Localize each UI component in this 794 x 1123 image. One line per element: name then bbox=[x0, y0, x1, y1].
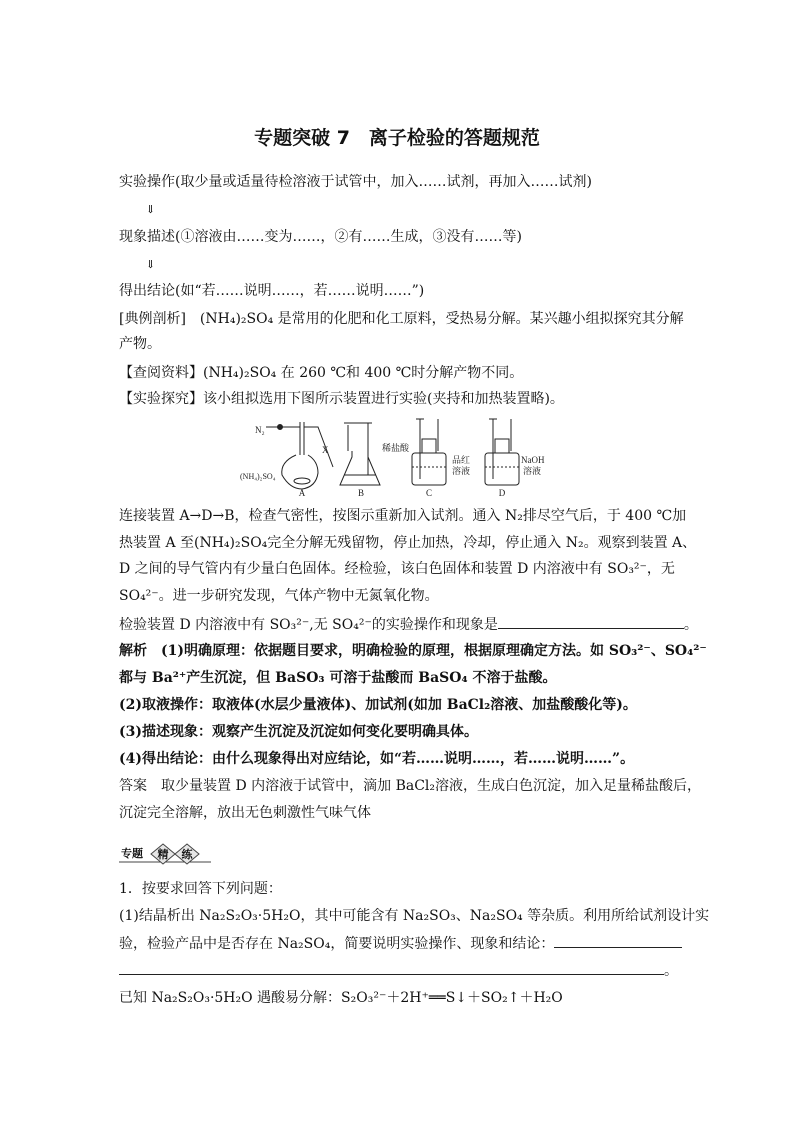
practice-question-text: 验，检验产品中是否存在 Na₂SO₄，简要说明实验操作、现象和结论： bbox=[119, 936, 555, 952]
apparatus-a bbox=[240, 422, 333, 498]
label-a: A bbox=[298, 488, 306, 498]
question-line bbox=[119, 614, 698, 635]
page-title: 专题突破 7 离子检验的答题规范 bbox=[254, 127, 540, 149]
pinhong-label-2: 溶液 bbox=[452, 466, 471, 476]
naoh-label-2: 溶液 bbox=[523, 466, 542, 476]
experiment-line bbox=[119, 389, 564, 409]
practice-badge bbox=[119, 842, 211, 866]
answer-text: 取少量装置 D 内溶液于试管中，滴加 BaCl₂溶液，生成白色沉淀，加入足量稀盐酸后， bbox=[147, 778, 702, 794]
intro-step-operation: 实验操作(取少量或适量待检溶液于试管中，加入……试剂，再加入……试剂) bbox=[119, 174, 592, 190]
apparatus-diagram bbox=[240, 417, 550, 499]
practice-answer-line bbox=[119, 960, 678, 981]
analysis-line: (4)得出结论：由什么现象得出对应结论，如“若……说明……，若……说明……”。 bbox=[119, 751, 635, 767]
reference-tag: 【查阅资料】 bbox=[119, 365, 203, 381]
example-line-2: 产物。 bbox=[119, 336, 161, 352]
practice-question-end: 。 bbox=[664, 963, 678, 979]
analysis-line: (3)描述现象：观察产生沉淀及沉淀如何变化要明确具体。 bbox=[119, 724, 478, 740]
label-b: B bbox=[357, 488, 365, 498]
body-paragraph-line: SO₄²⁻。进一步研究发现，气体产物中无氮氧化物。 bbox=[119, 588, 439, 604]
intro-step-phenomenon: 现象描述(①溶液由……变为……，②有……生成，③没有……等) bbox=[119, 229, 522, 245]
analysis-line: (2)取液操作：取液体(水层少量液体)、加试剂(如加 BaCl₂溶液、加盐酸酸化等)。 bbox=[119, 697, 637, 713]
analysis-tag: 解析 bbox=[119, 643, 147, 659]
analysis-text: (1)明确原理：依据题目要求，明确检验的原理，根据原理确定方法。如 SO₃²⁻、SO₄²⁻ bbox=[147, 643, 707, 659]
answer-blank[interactable] bbox=[554, 933, 682, 948]
intro-step-conclusion: 得出结论(如“若……说明……，若……说明……”) bbox=[119, 283, 425, 299]
badge-text-a: 专题 bbox=[121, 847, 143, 860]
answer-blank[interactable] bbox=[119, 960, 664, 975]
practice-question-line bbox=[119, 933, 682, 954]
naoh-label-1: NaOH bbox=[521, 455, 545, 465]
body-paragraph-line: D 之间的导气管内有少量白色固体。经检验，该白色固体和装置 D 内溶液中有 SO₃²⁻，无 bbox=[119, 561, 675, 577]
example-line-1 bbox=[119, 309, 684, 329]
answer-tag: 答案 bbox=[119, 778, 147, 794]
question-text: 检验装置 D 内溶液中有 SO₃²⁻,无 SO₄²⁻的实验操作和现象是 bbox=[119, 617, 498, 633]
pinhong-label-1: 品红 bbox=[452, 455, 471, 465]
reference-text: (NH₄)₂SO₄ 在 260 ℃和 400 ℃时分解产物不同。 bbox=[203, 365, 524, 381]
question-end: 。 bbox=[683, 617, 698, 633]
body-paragraph-line: 热装置 A 至(NH₄)₂SO₄完全分解无残留物，停止加热，冷却，停止通入 N₂。观察到装置 A、 bbox=[119, 535, 697, 551]
analysis-line-1 bbox=[119, 641, 707, 661]
hcl-label: 稀盐酸 bbox=[382, 443, 410, 453]
label-c: C bbox=[425, 488, 433, 498]
apparatus-d bbox=[485, 419, 545, 498]
analysis-line: 都与 Ba²⁺产生沉淀，但 BaSO₃ 可溶于盐酸而 BaSO₄ 不溶于盐酸。 bbox=[119, 670, 557, 686]
label-d: D bbox=[498, 488, 506, 498]
body-paragraph-line: 连接装置 A→D→B，检查气密性，按图示重新加入试剂。通入 N₂排尽空气后，于 400 ℃加 bbox=[119, 508, 687, 524]
practice-question-1: 1．按要求回答下列问题： bbox=[119, 881, 282, 897]
practice-question-text: (1)结晶析出 Na₂S₂O₃·5H₂O，其中可能含有 Na₂SO₃、Na₂SO₄ 等杂质。利用所给试剂设计实 bbox=[119, 908, 710, 924]
down-arrow-icon: ⇓ bbox=[146, 203, 156, 216]
reagent-a-label: (NH₄)₂SO₄ bbox=[240, 472, 276, 481]
n2-label: N₂ bbox=[255, 425, 265, 435]
example-text: (NH₄)₂SO₄ 是常用的化肥和化工原料，受热易分解。某兴趣小组拟探究其分解 bbox=[185, 311, 684, 327]
apparatus-c bbox=[412, 419, 470, 498]
experiment-tag: 【实验探究】 bbox=[119, 391, 203, 407]
x-label: X bbox=[322, 445, 329, 455]
badge-text-b: 精 bbox=[157, 848, 169, 861]
answer-line-2: 沉淀完全溶解，放出无色刺激性气味气体 bbox=[119, 805, 371, 821]
practice-note: 已知 Na₂S₂O₃·5H₂O 遇酸易分解：S₂O₃²⁻＋2H⁺══S↓＋SO₂↑＋H₂O bbox=[119, 990, 563, 1006]
experiment-text: 该小组拟选用下图所示装置进行实验(夹持和加热装置略)。 bbox=[203, 391, 564, 407]
badge-text-c: 练 bbox=[181, 848, 193, 861]
answer-blank[interactable] bbox=[498, 614, 684, 629]
reference-line bbox=[119, 363, 523, 383]
apparatus-b bbox=[340, 423, 410, 498]
answer-line-1 bbox=[119, 776, 701, 796]
down-arrow-icon: ⇓ bbox=[146, 258, 156, 271]
example-tag: [典例剖析] bbox=[119, 311, 186, 327]
